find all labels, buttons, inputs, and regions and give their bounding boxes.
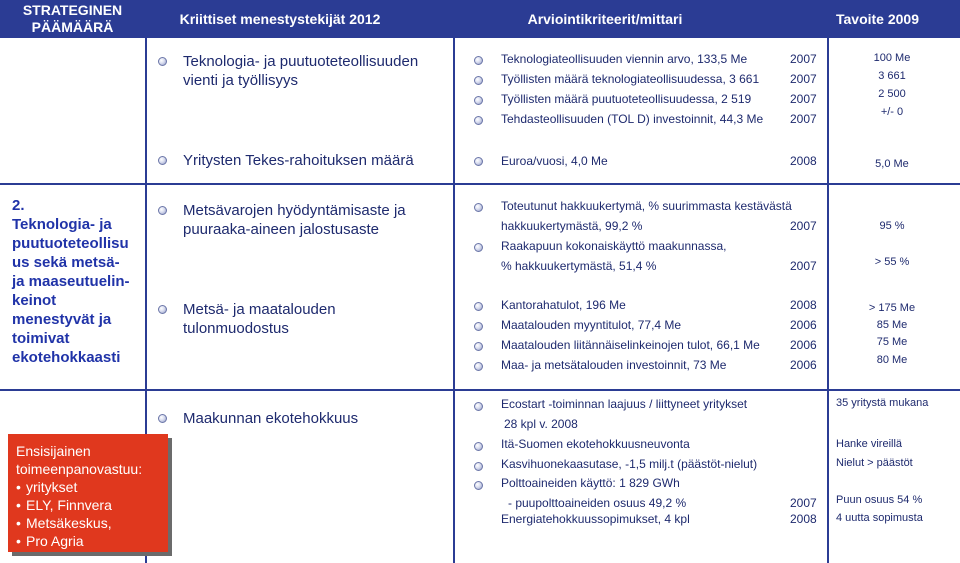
target-value: Puun osuus 54 % [836, 494, 923, 506]
criteria-text: Euroa/vuosi, 4,0 Me [501, 154, 608, 168]
bullet-icon [474, 96, 483, 105]
target-value: +/- 0 [880, 106, 904, 118]
header-critical-factors: Kriittiset menestystekijät 2012 [179, 10, 381, 27]
criteria-year: 2007 [790, 92, 817, 106]
criteria-text: % hakkuukertymästä, 51,4 % [501, 259, 657, 273]
bullet-icon [474, 56, 483, 65]
bullet-icon [474, 481, 483, 490]
target-value: 35 yritystä mukana [836, 397, 929, 409]
goal-exports-employment: Teknologia- ja puutuoteteollisuuden vienti ja työllisyys [183, 53, 419, 89]
target-value: Hanke vireillä [836, 438, 903, 450]
criteria-text: Kasvihuonekaasutase, -1,5 milj.t (päästöt-nielut) [501, 457, 758, 471]
criteria-text: Tehdasteollisuuden (TOL D) investoinnit, 44,3 Me [501, 112, 764, 126]
criteria-year: 2007 [790, 259, 817, 273]
criteria-text: 28 kpl v. 2008 [504, 417, 578, 431]
table-header [0, 0, 960, 38]
responsible-item: • yritykset [16, 479, 78, 495]
criteria-text: Kantorahatulot, 196 Me [501, 298, 626, 312]
bullet-icon [474, 76, 483, 85]
criteria-text: hakkuukertymästä, 99,2 % [501, 219, 643, 233]
criteria-text: Maatalouden myyntitulot, 77,4 Me [501, 318, 682, 332]
goal-eco-efficiency: Maakunnan ekotehokkuus [183, 410, 359, 427]
criteria-year: 2008 [790, 154, 817, 168]
bullet-icon [474, 302, 483, 311]
row-divider [0, 389, 960, 391]
bullet-icon [158, 206, 167, 215]
criteria-year: 2007 [790, 72, 817, 86]
bullet-icon [474, 243, 483, 252]
column-divider [453, 38, 455, 563]
bullet-icon [474, 342, 483, 351]
target-value: 4 uutta sopimusta [836, 512, 923, 524]
target-value: 75 Me [876, 336, 908, 348]
header-criteria: Arviointikriteerit/mittari [527, 10, 683, 27]
goal-tekes-funding: Yritysten Tekes-rahoituksen määrä [183, 152, 414, 169]
target-value: 2 500 [878, 88, 906, 100]
bullet-icon [158, 57, 167, 66]
responsible-item: • Metsäkeskus, [16, 515, 112, 531]
criteria-year: 2008 [790, 512, 817, 526]
header-strategic-goal: STRATEGINEN PÄÄMÄÄRÄ [22, 2, 123, 35]
criteria-year: 2006 [790, 338, 817, 352]
bullet-icon [158, 305, 167, 314]
bullet-icon [474, 322, 483, 331]
criteria-text: Itä-Suomen ekotehokkuusneuvonta [501, 437, 690, 451]
responsible-parties-box: Ensisijainen toimeenpanovastuu: • yritykset • ELY, Finnvera • Metsäkeskus, • Pro Agria [8, 434, 168, 552]
criteria-year: 2007 [790, 496, 817, 510]
criteria-year: 2008 [790, 298, 817, 312]
criteria-year: 2006 [790, 358, 817, 372]
bullet-icon [474, 402, 483, 411]
bullet-icon [474, 157, 483, 166]
criteria-text: - puupolttoaineiden osuus 49,2 % [508, 496, 687, 510]
criteria-text: Maa- ja metsätalouden investoinnit, 73 Me [501, 358, 727, 372]
bullet-icon [158, 156, 167, 165]
criteria-year: 2007 [790, 219, 817, 233]
criteria-text: Työllisten määrä teknologiateollisuudessa, 3 661 [501, 72, 760, 86]
goal-forest-utilization: Metsävarojen hyödyntämisaste ja puuraaka-aineen jalostusaste [183, 202, 406, 238]
bullet-icon [474, 462, 483, 471]
bullet-icon [158, 414, 167, 423]
bullet-icon [474, 442, 483, 451]
column-divider [827, 38, 829, 563]
criteria-text: Ecostart -toiminnan laajuus / liittyneet yritykset [501, 397, 748, 411]
target-value: 100 Me [873, 52, 911, 64]
criteria-text: Maatalouden liitännäiselinkeinojen tulot, 66,1 Me [501, 338, 760, 352]
goal-income-formation: Metsä- ja maatalouden tulonmuodostus [183, 301, 336, 337]
bullet-icon [474, 362, 483, 371]
target-value: > 55 % [874, 256, 910, 268]
target-value: 3 661 [878, 70, 906, 82]
row-divider [0, 183, 960, 185]
target-value: 80 Me [876, 354, 908, 366]
strategic-goal-2: 2. Teknologia- ja puutuoteteollisu us sekä metsä- ja maaseutuelin- keinot menestyvät ja toimivat ekotehokkaasti [12, 197, 130, 366]
bullet-icon [474, 116, 483, 125]
criteria-year: 2007 [790, 112, 817, 126]
target-value: 5,0 Me [875, 158, 909, 170]
criteria-text: Energiatehokkuussopimukset, 4 kpl [501, 512, 690, 526]
target-value: 95 % [879, 220, 905, 232]
target-value: > 175 Me [868, 302, 916, 314]
criteria-text: Työllisten määrä puutuoteteollisuudessa, 2 519 [501, 92, 752, 106]
responsible-item: • ELY, Finnvera [16, 497, 112, 513]
criteria-text: Teknologiateollisuuden viennin arvo, 133,5 Me [501, 52, 748, 66]
criteria-text: Toteutunut hakkuukertymä, % suurimmasta kestävästä [501, 199, 792, 213]
criteria-year: 2007 [790, 52, 817, 66]
bullet-icon [474, 203, 483, 212]
criteria-text: Raakapuun kokonaiskäyttö maakunnassa, [501, 239, 727, 253]
target-value: 85 Me [876, 319, 908, 331]
header-target: Tavoite 2009 [835, 10, 919, 27]
target-value: Nielut > päästöt [836, 457, 913, 469]
responsible-item: • Pro Agria [16, 533, 84, 549]
criteria-text: Polttoaineiden käyttö: 1 829 GWh [501, 476, 680, 490]
criteria-year: 2006 [790, 318, 817, 332]
